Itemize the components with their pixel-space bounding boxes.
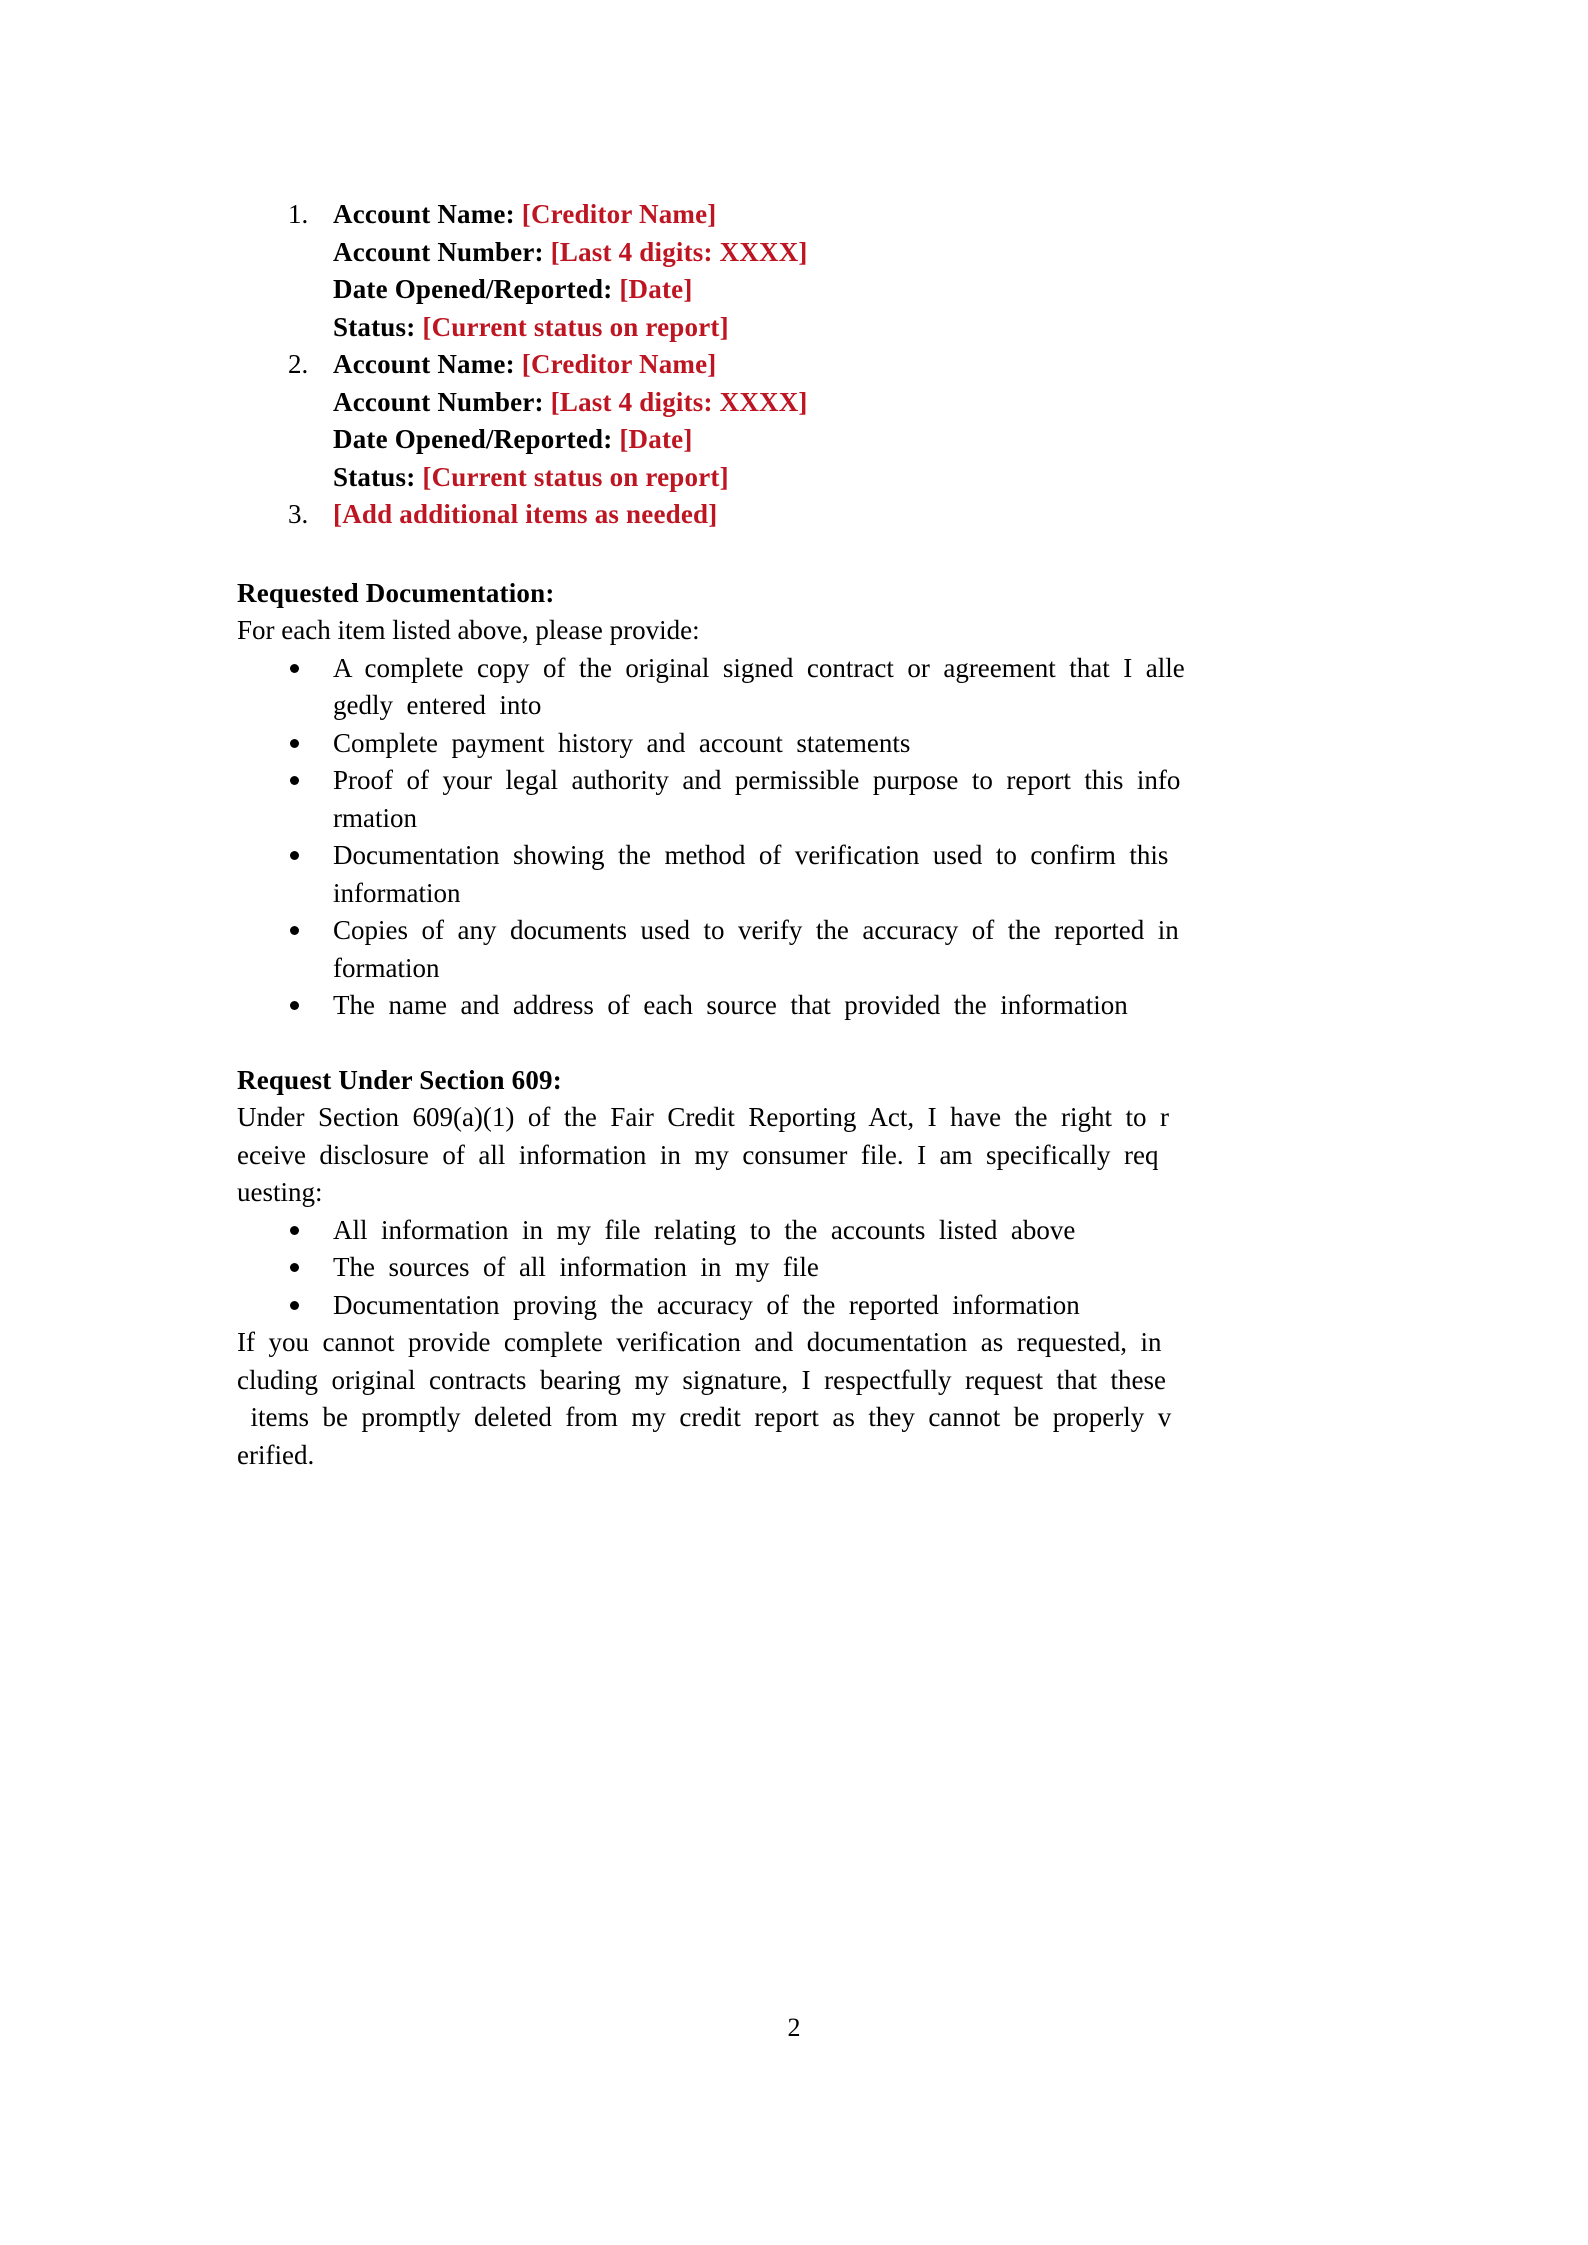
status-placeholder: [Current status on report] bbox=[422, 311, 729, 342]
account-number-placeholder: [Last 4 digits: XXXX] bbox=[550, 236, 808, 267]
list-item bbox=[237, 496, 1350, 534]
paragraph-text: Under Section 609(a)(1) of the Fair Credit Reporting Act, I have the right to r bbox=[237, 1102, 1170, 1132]
account-name-label: Account Name: bbox=[333, 349, 522, 379]
account-list bbox=[237, 196, 1350, 534]
account-name-line bbox=[333, 196, 1350, 234]
date-opened-label: Date Opened/Reported: bbox=[333, 274, 620, 304]
section-609-closing-line: erified. bbox=[237, 1439, 315, 1470]
bullet-icon bbox=[290, 926, 299, 935]
status-placeholder: [Current status on report] bbox=[422, 461, 729, 492]
date-opened-line bbox=[333, 421, 1350, 459]
bullet-text: Proof of your legal authority and permissible purpose to report this info bbox=[333, 765, 1181, 795]
bullet-icon bbox=[290, 851, 299, 860]
paragraph-text: eceive disclosure of all information in my consumer file. I am specifically req bbox=[237, 1139, 1159, 1170]
requested-documentation-intro: For each item listed above, please provide: bbox=[237, 615, 700, 645]
spacer bbox=[237, 1025, 1350, 1062]
section-609-closing-line bbox=[237, 1324, 1350, 1362]
list-item bbox=[237, 912, 1350, 987]
bullet-icon bbox=[290, 664, 299, 673]
list-item bbox=[237, 762, 1350, 837]
bullet-text: Copies of any documents used to verify the accuracy of the reported in bbox=[333, 915, 1179, 945]
account-number-placeholder: [Last 4 digits: XXXX] bbox=[550, 386, 808, 417]
bullet-icon bbox=[290, 1226, 299, 1235]
list-item bbox=[237, 196, 1350, 346]
list-item bbox=[237, 725, 1350, 763]
list-item bbox=[237, 650, 1350, 725]
status-label: Status: bbox=[333, 311, 423, 342]
paragraph-text: items be promptly deleted from my credit report as they cannot be properly v bbox=[237, 1402, 1172, 1432]
section-609-paragraph-line bbox=[237, 1099, 1350, 1137]
section-609-heading: Request Under Section 609: bbox=[237, 1064, 562, 1095]
additional-items-placeholder: [Add additional items as needed] bbox=[333, 499, 718, 529]
account-name-placeholder: [Creditor Name] bbox=[521, 199, 717, 229]
list-item bbox=[237, 1212, 1350, 1250]
list-marker: 3. bbox=[288, 499, 309, 529]
status-line bbox=[333, 459, 1350, 497]
bullet-text-line bbox=[333, 837, 1350, 875]
bullet-text-continuation: formation bbox=[333, 952, 440, 983]
date-opened-line bbox=[333, 271, 1350, 309]
page-content bbox=[237, 196, 1350, 1474]
list-item bbox=[237, 837, 1350, 912]
bullet-text-line: All information in my file relating to the accounts listed above bbox=[333, 1214, 1076, 1245]
bullet-icon bbox=[290, 1263, 299, 1272]
bullet-icon bbox=[290, 1001, 299, 1010]
status-line bbox=[333, 309, 1350, 347]
requested-documentation-bullets bbox=[237, 650, 1350, 1025]
paragraph-text: If you cannot provide complete verification and documentation as requested, in bbox=[237, 1327, 1162, 1357]
bullet-text-line: Documentation proving the accuracy of the reported information bbox=[333, 1289, 1080, 1320]
date-opened-placeholder: [Date] bbox=[619, 274, 693, 304]
account-name-placeholder: [Creditor Name] bbox=[521, 349, 717, 379]
requested-documentation-heading: Requested Documentation: bbox=[237, 577, 555, 608]
bullet-text-line: Complete payment history and account statements bbox=[333, 727, 911, 758]
list-item bbox=[237, 1249, 1350, 1287]
bullet-text-continuation: information bbox=[333, 877, 461, 908]
bullet-text-continuation: gedly entered into bbox=[333, 690, 542, 720]
section-609-paragraph-line bbox=[237, 1137, 1350, 1175]
account-number-label: Account Number: bbox=[333, 386, 551, 417]
list-item bbox=[237, 987, 1350, 1025]
list-item bbox=[237, 346, 1350, 496]
bullet-text-line: The name and address of each source that provided the information bbox=[333, 990, 1128, 1020]
paragraph-text: cluding original contracts bearing my signature, I respectfully request that these bbox=[237, 1364, 1166, 1395]
account-number-line bbox=[333, 234, 1350, 272]
account-number-label: Account Number: bbox=[333, 236, 551, 267]
spacer bbox=[237, 534, 1350, 575]
account-name-label: Account Name: bbox=[333, 199, 522, 229]
bullet-text-line: The sources of all information in my file bbox=[333, 1252, 819, 1282]
bullet-icon bbox=[290, 776, 299, 785]
list-marker: 2. bbox=[288, 349, 309, 379]
section-609-closing-line bbox=[237, 1399, 1350, 1437]
bullet-text-line bbox=[333, 912, 1350, 950]
section-609-closing-line bbox=[237, 1362, 1350, 1400]
section-609-bullets bbox=[237, 1212, 1350, 1325]
bullet-text-continuation: rmation bbox=[333, 802, 417, 833]
date-opened-placeholder: [Date] bbox=[619, 424, 693, 454]
bullet-icon bbox=[290, 1301, 299, 1310]
section-609-paragraph-line: uesting: bbox=[237, 1177, 323, 1207]
list-item bbox=[237, 1287, 1350, 1325]
bullet-text-line bbox=[333, 762, 1350, 800]
list-marker: 1. bbox=[288, 199, 309, 229]
status-label: Status: bbox=[333, 461, 423, 492]
bullet-text: A complete copy of the original signed contract or agreement that I alle bbox=[333, 652, 1185, 683]
bullet-text: Documentation showing the method of verification used to confirm this bbox=[333, 840, 1169, 870]
page-number: 2 bbox=[787, 2013, 801, 2042]
bullet-icon bbox=[290, 739, 299, 748]
account-number-line bbox=[333, 384, 1350, 422]
date-opened-label: Date Opened/Reported: bbox=[333, 424, 620, 454]
account-name-line bbox=[333, 346, 1350, 384]
bullet-text-line bbox=[333, 650, 1350, 688]
